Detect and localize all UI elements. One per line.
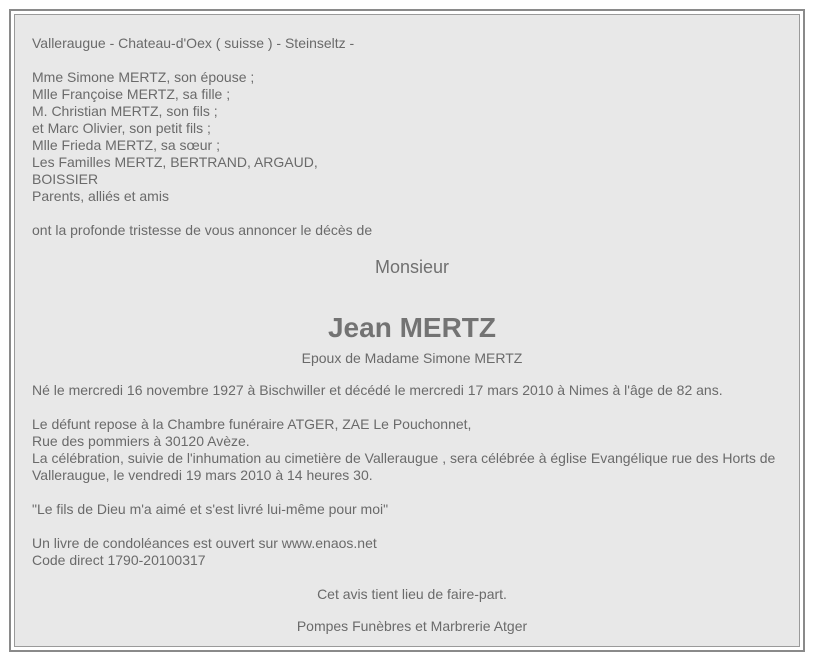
obituary-content [32, 35, 792, 635]
family-line: Mlle Françoise MERTZ, sa fille ; [32, 86, 231, 102]
honorific: Monsieur [374, 257, 450, 277]
family-line: M. Christian MERTZ, son fils ; [32, 103, 218, 119]
header-line: Valleraugue - Chateau-d'Oex ( suisse ) - Steinseltz - [32, 35, 355, 51]
family-line: Les Familles MERTZ, BERTRAND, ARGAUD, [32, 154, 318, 170]
company-name: Pompes Funèbres et Marbrerie Atger [296, 618, 528, 634]
announcement-text: ont la profonde tristesse de vous annoncer le décès de [32, 222, 373, 238]
notice-text: Cet avis tient lieu de faire-part. [317, 586, 507, 602]
family-line: BOISSIER [32, 171, 99, 187]
family-line: Parents, alliés et amis [32, 188, 169, 204]
birth-death-line: Né le mercredi 16 novembre 1927 à Bischwiller et décédé le mercredi 17 mars 2010 à Nimes à l'âge de 82 ans. [32, 382, 723, 398]
condolences-code: Code direct 1790-20100317 [32, 552, 206, 568]
condolences-info [32, 535, 792, 569]
spouse-line: Epoux de Madame Simone MERTZ [301, 350, 523, 366]
family-line: et Marc Olivier, son petit fils ; [32, 120, 211, 136]
ceremony-text: La célébration, suivie de l'inhumation au cimetière de Valleraugue , sera célébrée à église Evangélique rue des Horts de Valleraugue, le vendredi 19 mars 2010 à 14 heures 30. [32, 450, 776, 483]
rest-line: Le défunt repose à la Chambre funéraire ATGER, ZAE Le Pouchonnet, [32, 416, 472, 432]
notice-frame-inner [14, 14, 800, 647]
family-line: Mlle Frieda MERTZ, sa sœur ; [32, 137, 220, 153]
family-line: Mme Simone MERTZ, son épouse ; [32, 69, 255, 85]
deceased-name: Jean MERTZ [327, 312, 497, 343]
notice-frame-outer [9, 9, 805, 652]
family-list [32, 69, 792, 205]
condolences-line: Un livre de condoléances est ouvert sur www.enaos.net [32, 535, 377, 551]
rest-address: Rue des pommiers à 30120 Avèze. [32, 433, 250, 449]
quote-text: "Le fils de Dieu m'a aimé et s'est livré lui-même pour moi" [32, 501, 389, 517]
funeral-info [32, 416, 792, 484]
